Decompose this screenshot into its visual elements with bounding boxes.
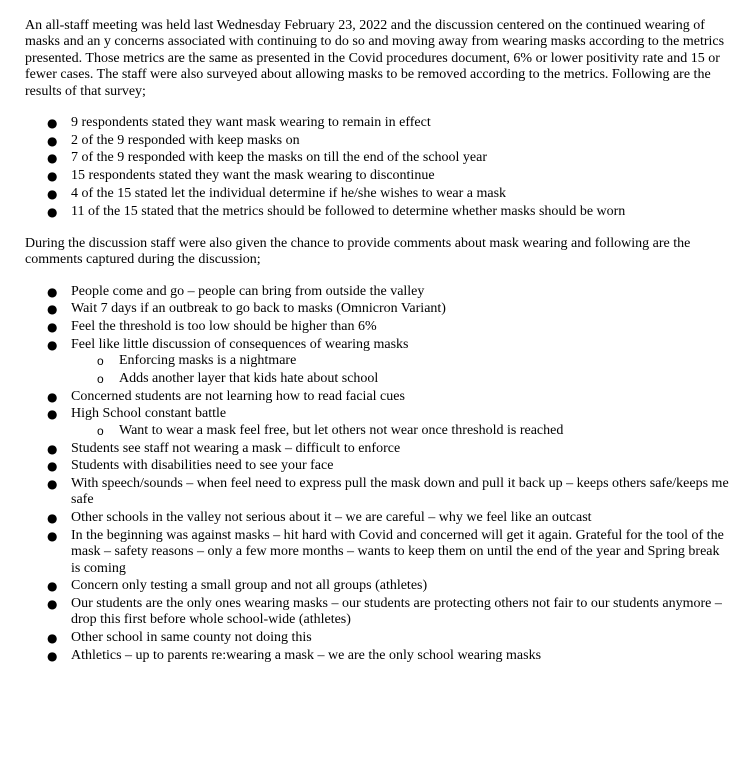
comment-item bbox=[25, 301, 730, 317]
comment-item bbox=[25, 441, 730, 457]
comment-text: Athletics – up to parents re:wearing a mask – we are the only school wearing masks bbox=[71, 647, 542, 663]
bullet-icon: ● bbox=[47, 579, 58, 594]
survey-item-text: 9 respondents stated they want mask wearing to remain in effect bbox=[71, 115, 431, 131]
bullet-icon: ● bbox=[47, 116, 58, 131]
bullet-icon: ● bbox=[47, 648, 58, 663]
bullet-icon: ● bbox=[47, 441, 58, 456]
bullet-icon: ● bbox=[47, 302, 58, 317]
survey-results-list bbox=[25, 115, 730, 220]
survey-item bbox=[25, 204, 730, 220]
comment-text: Other schools in the valley not serious about it – we are careful – why we feel like an outcast bbox=[71, 510, 592, 526]
bullet-icon: ● bbox=[47, 596, 58, 611]
bullet-icon: ● bbox=[47, 284, 58, 299]
comment-subitem bbox=[71, 423, 730, 439]
comment-text: With speech/sounds – when feel need to express pull the mask down and pull it back up – keeps others safe/keeps me safe bbox=[71, 475, 729, 508]
comment-item bbox=[25, 528, 730, 577]
survey-item bbox=[25, 186, 730, 202]
bullet-icon: ● bbox=[47, 459, 58, 474]
survey-item-text: 15 respondents stated they want the mask wearing to discontinue bbox=[71, 168, 435, 184]
comment-text: Feel the threshold is too low should be higher than 6% bbox=[71, 319, 377, 335]
circle-bullet-icon: o bbox=[97, 371, 104, 386]
document-page bbox=[25, 18, 730, 680]
comments-intro-paragraph: During the discussion staff were also given the chance to provide comments about mask wearing and following are the comments captured during the discussion; bbox=[25, 235, 691, 268]
comment-text: Students see staff not wearing a mask – difficult to enforce bbox=[71, 440, 401, 456]
survey-item-text: 4 of the 15 stated let the individual determine if he/she wishes to wear a mask bbox=[71, 185, 507, 201]
bullet-icon: ● bbox=[47, 133, 58, 148]
comment-text: High School constant battle bbox=[71, 406, 227, 422]
comment-text: Other school in same county not doing this bbox=[71, 630, 312, 646]
comment-item bbox=[25, 596, 730, 629]
comment-item bbox=[25, 648, 730, 664]
survey-item-text: 11 of the 15 stated that the metrics should be followed to determine whether masks should be worn bbox=[71, 203, 626, 219]
comment-text: Wait 7 days if an outbreak to go back to masks (Omnicron Variant) bbox=[71, 301, 446, 317]
bullet-icon: ● bbox=[47, 320, 58, 335]
comment-item bbox=[25, 458, 730, 474]
comment-item bbox=[25, 578, 730, 594]
circle-bullet-icon: o bbox=[97, 423, 104, 438]
bullet-icon: ● bbox=[47, 337, 58, 352]
circle-bullet-icon: o bbox=[97, 354, 104, 369]
survey-item bbox=[25, 168, 730, 184]
bullet-icon: ● bbox=[47, 169, 58, 184]
comment-subitem bbox=[71, 353, 730, 369]
comment-subitem-text: Adds another layer that kids hate about school bbox=[119, 370, 379, 386]
bullet-icon: ● bbox=[47, 631, 58, 646]
comments-list bbox=[25, 284, 730, 664]
survey-item bbox=[25, 115, 730, 131]
comment-item bbox=[25, 284, 730, 300]
survey-item-text: 7 of the 9 responded with keep the masks on till the end of the school year bbox=[71, 150, 488, 166]
comment-text: Concern only testing a small group and not all groups (athletes) bbox=[71, 578, 428, 594]
comment-item bbox=[25, 476, 730, 509]
comment-subitem-text: Enforcing masks is a nightmare bbox=[119, 353, 297, 369]
comment-text: Students with disabilities need to see your face bbox=[71, 458, 334, 474]
comment-text: People come and go – people can bring from outside the valley bbox=[71, 283, 425, 299]
comment-text: Feel like little discussion of consequences of wearing masks bbox=[71, 336, 409, 352]
comment-text: Concerned students are not learning how to read facial cues bbox=[71, 388, 405, 404]
comment-item bbox=[25, 319, 730, 335]
comment-item bbox=[25, 630, 730, 646]
comment-text: Our students are the only ones wearing masks – our students are protecting others not fair to our students anymore – drop this first before whole school-wide (athletes) bbox=[71, 595, 722, 628]
comment-subitem-text: Want to wear a mask feel free, but let others not wear once threshold is reached bbox=[119, 422, 564, 438]
comment-subitem bbox=[71, 371, 730, 387]
bullet-icon: ● bbox=[47, 528, 58, 543]
survey-item bbox=[25, 133, 730, 149]
intro-paragraph: An all-staff meeting was held last Wednesday February 23, 2022 and the discussion centered on the continued wearing of masks and an y concerns associated with continuing to do so and moving away from wearing masks according to the metrics presented. Those metrics are the same as presented in the Covid procedures document, 6% or lower positivity rate and 15 or fewer cases. The staff were also surveyed about allowing masks to be removed according to the metrics. Following are the results of that survey; bbox=[25, 18, 725, 99]
bullet-icon: ● bbox=[47, 407, 58, 422]
comment-text: In the beginning was against masks – hit hard with Covid and concerned will get it again. Grateful for the tool of the mask – safety reasons – only a few more months – wants to keep them on until the end of the year and Spring break is coming bbox=[71, 527, 724, 576]
survey-item-text: 2 of the 9 responded with keep masks on bbox=[71, 132, 300, 148]
bullet-icon: ● bbox=[47, 151, 58, 166]
comment-sublist bbox=[71, 423, 730, 439]
bullet-icon: ● bbox=[47, 186, 58, 201]
comment-item bbox=[25, 406, 730, 439]
comment-item bbox=[25, 510, 730, 526]
bullet-icon: ● bbox=[47, 511, 58, 526]
comment-item bbox=[25, 337, 730, 388]
bullet-icon: ● bbox=[47, 204, 58, 219]
comment-item bbox=[25, 389, 730, 405]
comment-sublist bbox=[71, 353, 730, 387]
bullet-icon: ● bbox=[47, 476, 58, 491]
bullet-icon: ● bbox=[47, 389, 58, 404]
survey-item bbox=[25, 150, 730, 166]
